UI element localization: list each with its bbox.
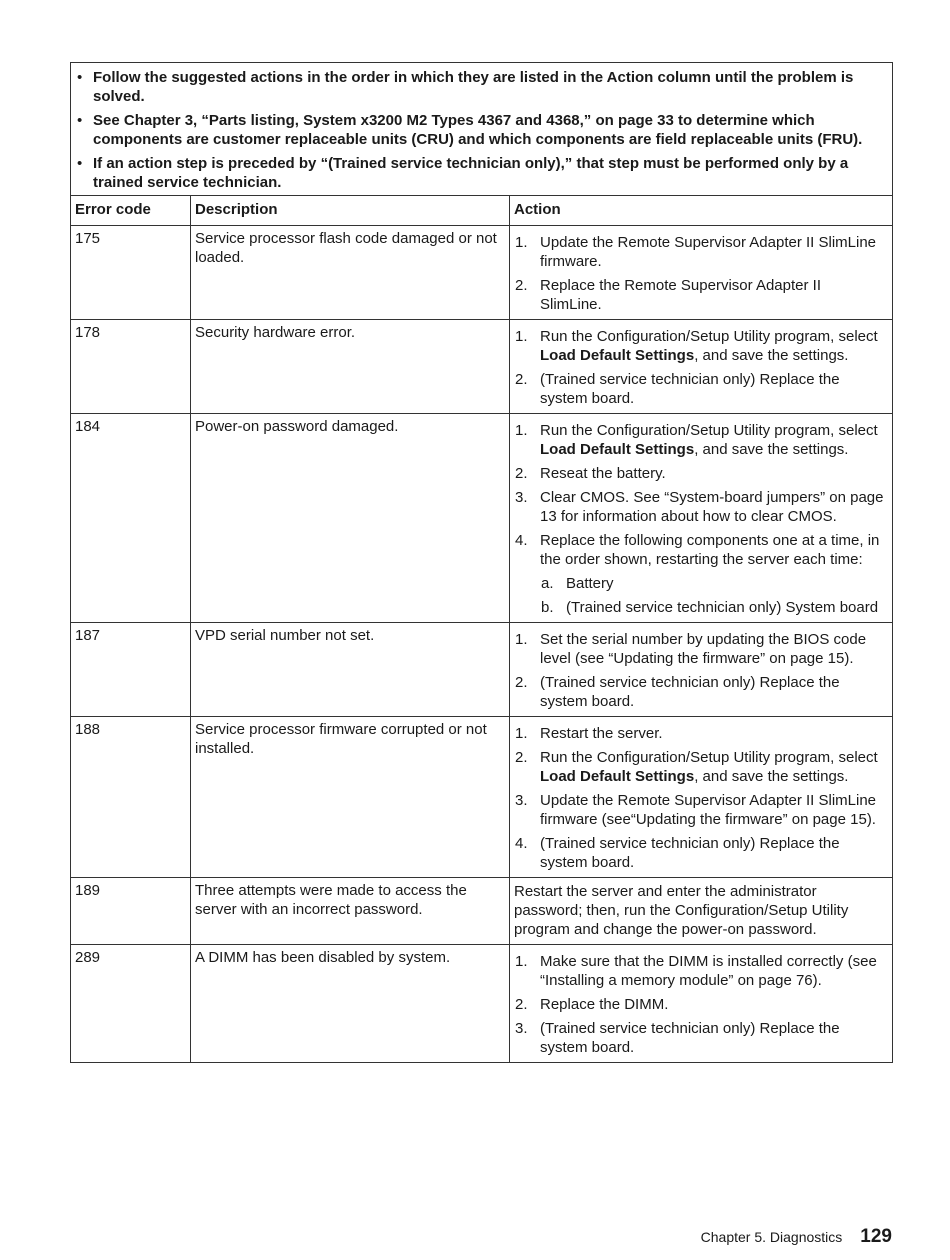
step-number: 1. [515,328,528,345]
step-number: 2. [515,749,528,766]
action-step [514,995,886,1014]
step-text: , and save the settings. [694,347,849,364]
action-steps [514,421,886,617]
step-text: Replace the DIMM. [540,996,669,1013]
step-text: (Trained service technician only) Replace the system board. [540,371,840,407]
error-code-table [70,62,893,1063]
step-number: 1. [515,422,528,439]
step-number: 1. [515,725,528,742]
step-number: 2. [515,674,528,691]
action-steps [514,952,886,1057]
action-step [514,464,886,483]
action-step [514,834,886,872]
step-bold-text: Load Default Settings [540,768,695,785]
note-item: • Follow the suggested actions in the order in which they are listed in the Action column until the problem is solved. [75,68,884,106]
footer-chapter: Chapter 5. Diagnostics [700,1229,843,1245]
action-step [514,531,886,617]
step-number: a. [541,575,554,592]
action-step [514,1019,886,1057]
error-description: Service processor flash code damaged or not loaded. [191,226,510,320]
step-text: Make sure that the DIMM is installed correctly (see “Installing a memory module” on page 76). [540,953,877,989]
error-code: 189 [71,878,191,945]
notes-list [75,68,884,192]
page-number: 129 [860,1226,892,1247]
error-description: Three attempts were made to access the server with an incorrect password. [191,878,510,945]
step-number: 1. [515,631,528,648]
error-code: 188 [71,717,191,878]
action-step [514,673,886,711]
action-steps [514,630,886,711]
table-row [71,623,893,717]
step-text: (Trained service technician only) System board [566,599,879,616]
step-number: 2. [515,277,528,294]
table-row [71,878,893,945]
action-steps [514,327,886,408]
action-step [514,748,886,786]
error-code: 184 [71,414,191,623]
error-action [510,414,893,623]
step-text: (Trained service technician only) Replace the system board. [540,674,840,710]
step-number: b. [541,599,554,616]
note-item: • If an action step is preceded by “(Trained service technician only),” that step must be performed only by a trained service technician. [75,154,884,192]
step-text: Run the Configuration/Setup Utility program, select [540,749,878,766]
table-row [71,320,893,414]
step-text: , and save the settings. [694,441,849,458]
step-number: 3. [515,1020,528,1037]
step-text: , and save the settings. [694,768,849,785]
action-substeps [540,574,886,617]
error-action [510,320,893,414]
action-step [514,276,886,314]
header-error-code: Error code [71,196,191,226]
step-number: 1. [515,953,528,970]
error-description: A DIMM has been disabled by system. [191,945,510,1063]
notes-cell [71,63,893,196]
error-action [510,717,893,878]
error-description: VPD serial number not set. [191,623,510,717]
error-description: Service processor firmware corrupted or not installed. [191,717,510,878]
step-text: Update the Remote Supervisor Adapter II SlimLine firmware (see“Updating the firmware” on page 15). [540,792,877,828]
step-text: Reseat the battery. [540,465,666,482]
step-text: (Trained service technician only) Replace the system board. [540,1020,840,1056]
header-action: Action [510,196,893,226]
step-number: 3. [515,489,528,506]
step-number: 2. [515,465,528,482]
note-item: • See Chapter 3, “Parts listing, System x3200 M2 Types 4367 and 4368,” on page 33 to determine which components are customer replaceable units (CRU) and which components are field replaceable units (FRU). [75,111,884,149]
notes-row [71,63,893,196]
action-step [514,488,886,526]
table-row [71,945,893,1063]
error-action [510,945,893,1063]
step-number: 1. [515,234,528,251]
header-row [71,196,893,226]
step-bold-text: Load Default Settings [540,441,695,458]
step-bold-text: Load Default Settings [540,347,695,364]
action-steps [514,724,886,872]
action-step [514,952,886,990]
error-action: Restart the server and enter the administrator password; then, run the Configuration/Setup Utility program and change the power-on password. [510,878,893,945]
action-steps [514,233,886,314]
error-code: 289 [71,945,191,1063]
action-step [514,724,886,743]
error-description: Security hardware error. [191,320,510,414]
action-substep [540,574,886,593]
step-text: Restart the server. [540,725,663,742]
action-step [514,327,886,365]
step-number: 2. [515,996,528,1013]
error-action [510,226,893,320]
action-step [514,630,886,668]
action-step [514,233,886,271]
step-text: Set the serial number by updating the BIOS code level (see “Updating the firmware” on page 15). [540,631,867,667]
error-code: 187 [71,623,191,717]
action-step [514,370,886,408]
step-number: 3. [515,792,528,809]
page-footer [701,1226,892,1248]
step-text: Run the Configuration/Setup Utility program, select [540,422,878,439]
action-step [514,421,886,459]
table-row [71,414,893,623]
step-number: 4. [515,835,528,852]
step-text: Update the Remote Supervisor Adapter II SlimLine firmware. [540,234,877,270]
action-substep [540,598,886,617]
step-text: Battery [566,575,614,592]
table-row [71,226,893,320]
step-text: Replace the following components one at a time, in the order shown, restarting the server each time: [540,532,880,568]
step-number: 2. [515,371,528,388]
step-text: Replace the Remote Supervisor Adapter II SlimLine. [540,277,821,313]
step-text: (Trained service technician only) Replace the system board. [540,835,840,871]
table-row [71,717,893,878]
step-number: 4. [515,532,528,549]
header-description: Description [191,196,510,226]
step-text: Run the Configuration/Setup Utility program, select [540,328,878,345]
error-action [510,623,893,717]
error-code: 175 [71,226,191,320]
error-code: 178 [71,320,191,414]
error-description: Power-on password damaged. [191,414,510,623]
action-step [514,791,886,829]
step-text: Clear CMOS. See “System-board jumpers” on page 13 for information about how to clear CMOS. [540,489,884,525]
